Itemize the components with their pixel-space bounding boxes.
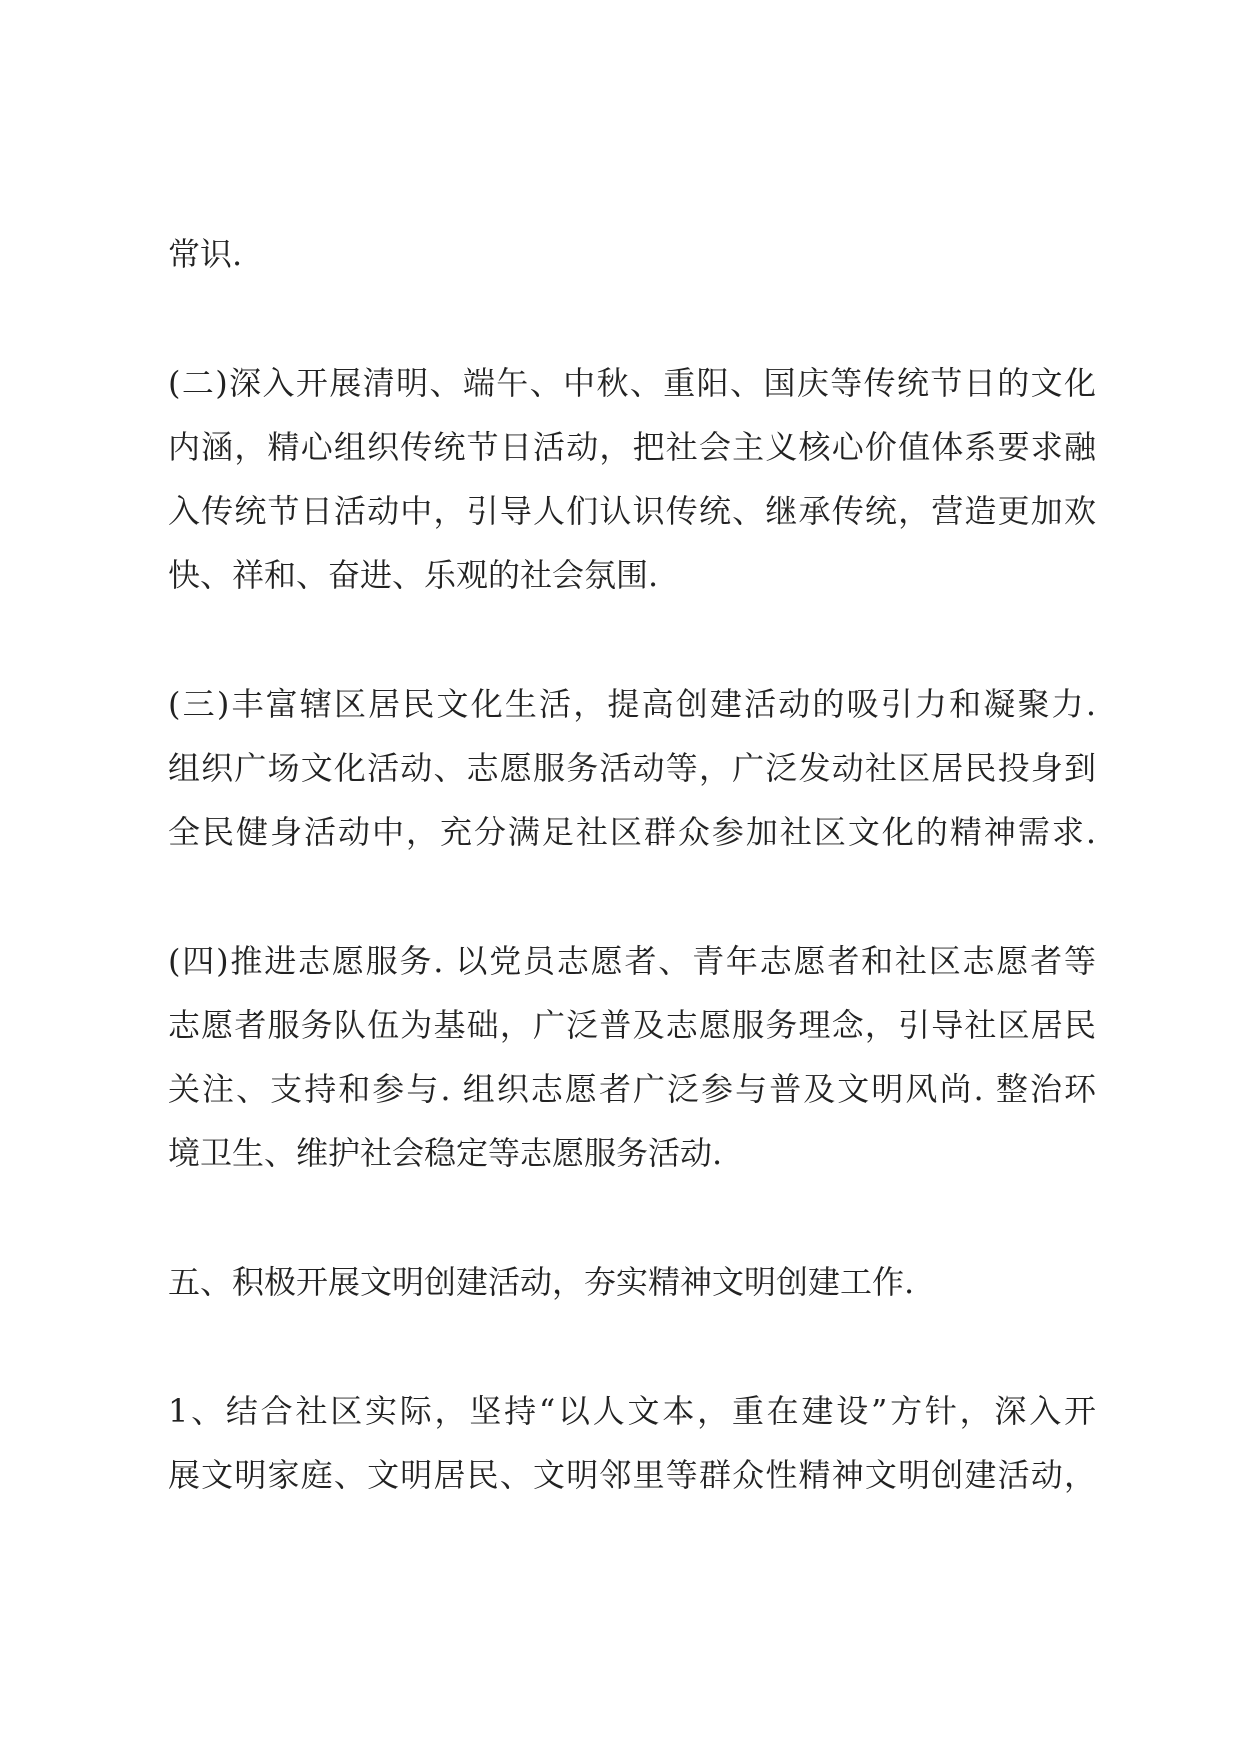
paragraph <box>168 1379 1096 1507</box>
paragraph <box>168 222 1096 286</box>
paragraph-gap <box>168 607 1096 672</box>
text-line: 志愿者服务队伍为基础，广泛普及志愿服务理念，引导社区居民 <box>168 1006 1096 1044</box>
text-line: 关注、支持和参与. 组织志愿者广泛参与普及文明风尚. 整治环 <box>168 1070 1096 1108</box>
paragraph <box>168 929 1096 1185</box>
text-line: 内涵，精心组织传统节日活动，把社会主义核心价值体系要求融 <box>168 428 1096 466</box>
text-line: 境卫生、维护社会稳定等志愿服务活动. <box>168 1134 723 1172</box>
paragraph-gap <box>168 286 1096 351</box>
paragraph-gap <box>168 1185 1096 1250</box>
paragraph-gap <box>168 1314 1096 1379</box>
text-line: 组织广场文化活动、志愿服务活动等，广泛发动社区居民投身到 <box>168 749 1096 787</box>
text-line: 展文明家庭、文明居民、文明邻里等群众性精神文明创建活动， <box>168 1456 1096 1494</box>
text-line: (二)深入开展清明、端午、中秋、重阳、国庆等传统节日的文化 <box>168 364 1096 402</box>
text-line: 常识. <box>168 235 243 273</box>
text-line: (四)推进志愿服务. 以党员志愿者、青年志愿者和社区志愿者等 <box>168 942 1096 980</box>
text-line: 1、结合社区实际，坚持“以人文本，重在建设”方针，深入开 <box>168 1392 1096 1430</box>
text-line: (三)丰富辖区居民文化生活，提高创建活动的吸引力和凝聚力. <box>168 685 1096 723</box>
text-line: 五、积极开展文明创建活动，夯实精神文明创建工作. <box>168 1263 915 1301</box>
text-line: 全民健身活动中，充分满足社区群众参加社区文化的精神需求. <box>168 813 1096 851</box>
document-body <box>168 222 1096 1507</box>
text-line: 快、祥和、奋进、乐观的社会氛围. <box>168 556 659 594</box>
section-heading <box>168 1250 1096 1314</box>
paragraph <box>168 672 1096 864</box>
paragraph <box>168 351 1096 607</box>
text-line: 入传统节日活动中，引导人们认识传统、继承传统，营造更加欢 <box>168 492 1096 530</box>
paragraph-gap <box>168 864 1096 929</box>
